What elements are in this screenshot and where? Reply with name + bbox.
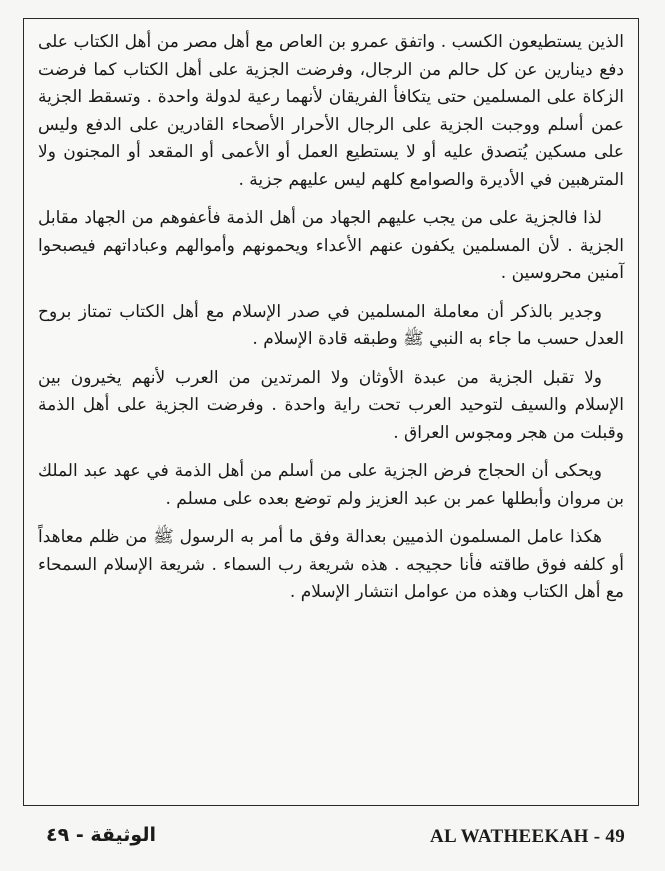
paragraph-5: ويحكى أن الحجاج فرض الجزية على من أسلم من أهل الذمة في عهد عبد الملك بن مروان وأبطلها عمر بن عبد العزيز ولم توضع بعده على مسلم .	[38, 461, 624, 509]
paragraph-3: وجدير بالذكر أن معاملة المسلمين في صدر الإسلام مع أهل الكتاب تمتاز بروح العدل حسب ما جاء به النبي ﷺ وطبقه قادة الإسلام .	[38, 301, 624, 349]
footer-arabic-title: الوثيقة - ٤٩	[46, 824, 156, 846]
paragraph-2: لذا فالجزية على من يجب عليهم الجهاد من أهل الذمة فأعفوهم من الجهاد مقابل الجزية . لأن المسلمين يكفون عنهم الأعداء ويحمونهم وأموالهم وعباداتهم فيصبحوا آمنين محروسين .	[38, 208, 624, 283]
paragraph-1: الذين يستطيعون الكسب . واتفق عمرو بن العاص مع أهل مصر من أهل الكتاب على دفع دينارين عن كل حالم من الرجال، وفرضت الجزية على أهل الكتاب كما فرضت الزكاة على المسلمين حتى يتكافأ الفريقان لأنهما رعية لدولة واحدة . وتسقط الجزية عمن أسلم ووجبت الجزية على الرجال الأحرار الأصحاء القادرين على الدفع وليس على مسكين يُتصدق عليه أو لا يستطيع العمل أو الأعمى أو المقعد أو المجنون ولا المترهبين في الأديرة والصوامع كلهم ليس عليهم جزية .	[38, 32, 624, 190]
paragraph-4: ولا تقبل الجزية من عبدة الأوثان ولا المرتدين من العرب لأنهم يخيرون بين الإسلام والسيف لتوحيد العرب تحت راية واحدة . وفرضت الجزية على أهل الذمة وقبلت من هجر ومجوس العراق .	[38, 367, 624, 443]
footer-english-title: AL WATHEEKAH - 49	[430, 826, 625, 847]
text-frame	[23, 18, 639, 806]
article-body	[38, 29, 624, 618]
page-footer	[0, 824, 665, 860]
paragraph-6: هكذا عامل المسلمون الذميين بعدالة وفق ما أمر به الرسول ﷺ من ظلم معاهداً أو كلفه فوق طاقته فأنا حجيجه . هذه شريعة رب السماء . شريعة الإسلام السمحاء مع أهل الكتاب وهذه من عوامل انتشار الإسلام .	[38, 527, 624, 602]
